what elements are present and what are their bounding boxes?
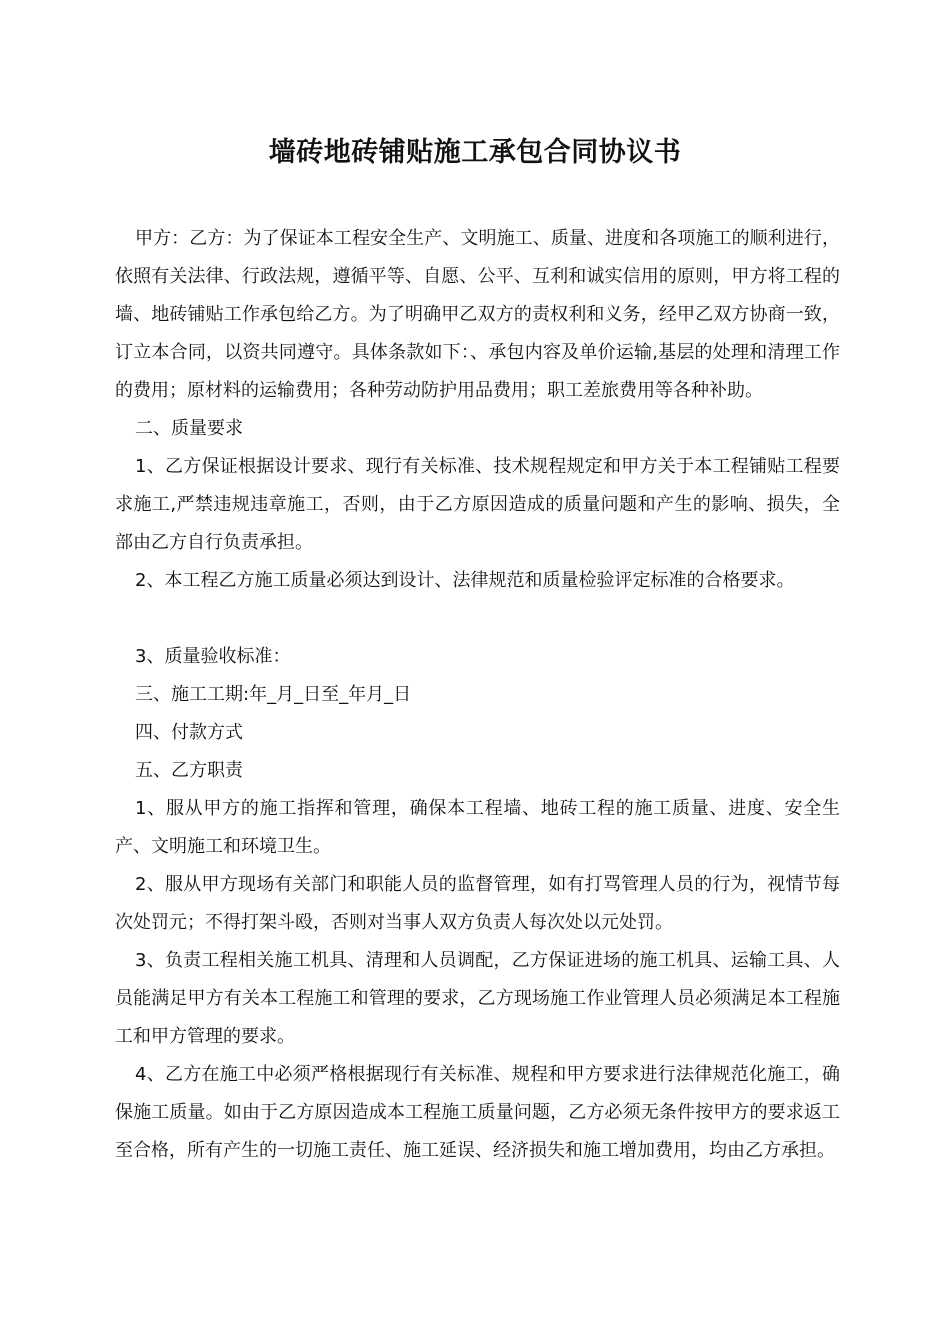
paragraph-duty-2: 2、服从甲方现场有关部门和职能人员的监督管理，如有打骂管理人员的行为，视情节每次处罚元；不得打架斗殴，否则对当事人双方负责人每次处以元处罚。 (115, 874, 840, 933)
paragraph-preamble: 甲方：乙方：为了保证本工程安全生产、文明施工、质量、进度和各项施工的顺利进行，依照有关法律、行政法规，遵循平等、自愿、公平、互利和诚实信用的原则，甲方将工程的墙、地砖铺贴工作承包给乙方。为了明确甲乙双方的责权利和义务，经甲乙双方协商一致，订立本合同，以资共同遵守。具体条款如下：、承包内容及单价运输,基层的处理和清理工作的费用；原材料的运输费用；各种劳动防护用品费用；职工差旅费用等各种补助。 (115, 228, 840, 401)
paragraph-duty-4: 4、乙方在施工中必须严格根据现行有关标准、规程和甲方要求进行法律规范化施工，确保施工质量。如由于乙方原因造成本工程施工质量问题，乙方必须无条件按甲方的要求返工至合格，所有产生的一切施工责任、施工延误、经济损失和施工增加费用，均由乙方承担。 (115, 1064, 840, 1161)
paragraph-duty-3: 3、负责工程相关施工机具、清理和人员调配，乙方保证进场的施工机具、运输工具、人员能满足甲方有关本工程施工和管理的要求，乙方现场施工作业管理人员必须满足本工程施工和甲方管理的要求。 (115, 950, 840, 1047)
paragraph-duty-1: 1、服从甲方的施工指挥和管理，确保本工程墙、地砖工程的施工质量、进度、安全生产、文明施工和环境卫生。 (115, 798, 840, 857)
paragraph-quality-3: 3、质量验收标准： (135, 646, 291, 667)
heading-construction-period: 三、施工工期:年_月_日至_年月_日 (135, 684, 412, 705)
heading-party-b-duties: 五、乙方职责 (135, 760, 243, 781)
document-title: 墙砖地砖铺贴施工承包合同协议书 (268, 137, 682, 168)
paragraph-quality-1: 1、乙方保证根据设计要求、现行有关标准、技术规程规定和甲方关于本工程铺贴工程要求施工,严禁违规违章施工，否则，由于乙方原因造成的质量问题和产生的影响、损失，全部由乙方自行负责承担。 (115, 456, 840, 553)
heading-quality-requirements: 二、质量要求 (135, 418, 243, 439)
heading-payment-method: 四、付款方式 (135, 722, 243, 743)
paragraph-spacer (115, 600, 840, 638)
document-body (115, 220, 840, 1170)
paragraph-quality-2: 2、本工程乙方施工质量必须达到设计、法律规范和质量检验评定标准的合格要求。 (135, 570, 795, 591)
